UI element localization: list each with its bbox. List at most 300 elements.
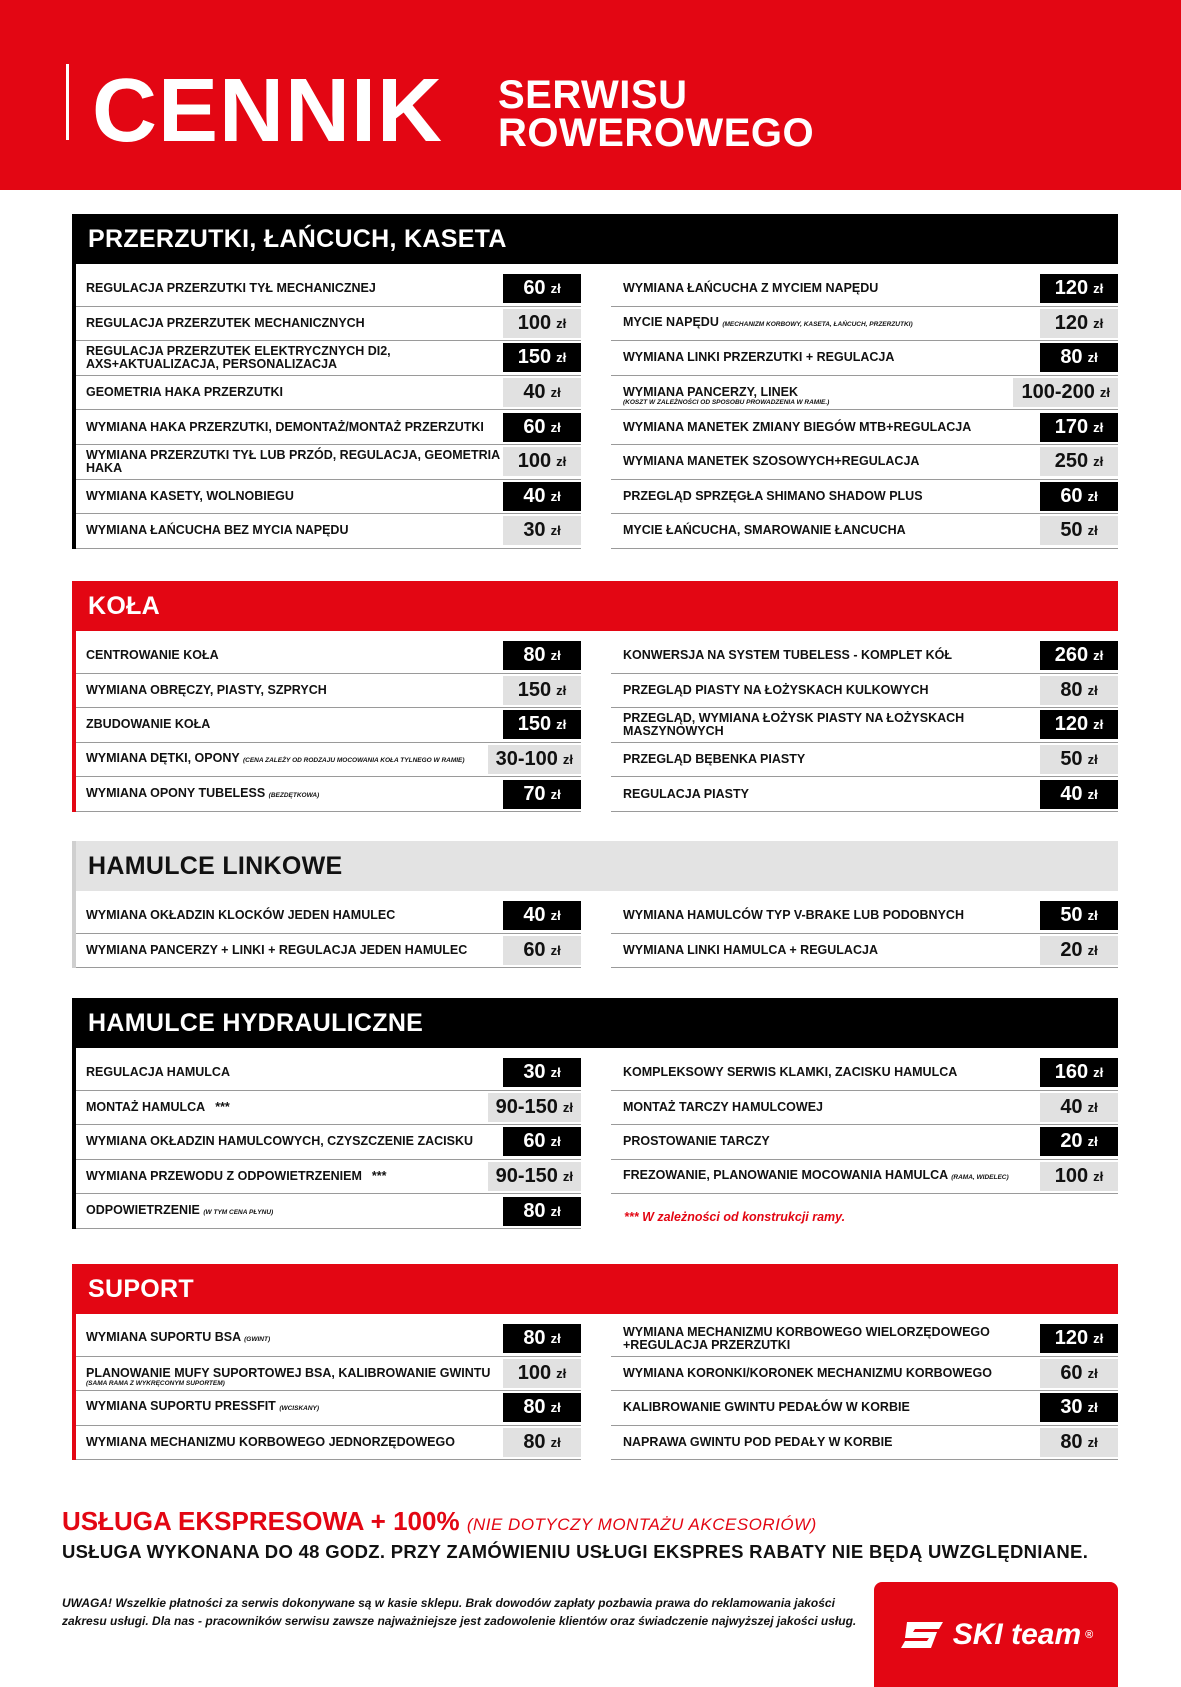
service-label xyxy=(611,316,1040,331)
price-tag xyxy=(1040,482,1118,511)
price-value: 80 xyxy=(1060,678,1083,701)
section-suport xyxy=(72,1264,1118,1454)
section-przerzutki xyxy=(72,214,1118,542)
price-row-wymiana-manetek-szosowych-regulacja xyxy=(611,445,1118,480)
price-currency: zł xyxy=(1087,682,1098,698)
price-currency: zł xyxy=(1087,752,1098,768)
price-currency: zł xyxy=(1087,908,1098,924)
service-label xyxy=(611,753,1040,766)
price-column-left xyxy=(74,1056,581,1229)
section-heading: KOŁA xyxy=(72,581,1118,631)
service-name: WYMIANA MECHANIZMU KORBOWEGO JEDNORZĘDOWEGO xyxy=(86,1435,455,1450)
service-name: NAPRAWA GWINTU POD PEDAŁY W KORBIE xyxy=(623,1435,893,1450)
service-name: WYMIANA MANETEK SZOSOWYCH+REGULACJA xyxy=(623,454,920,469)
header-banner xyxy=(0,0,1181,190)
price-tag xyxy=(1040,274,1118,303)
price-row-wymiana-pancerzy-linki-regulacja-jeden-h xyxy=(74,934,581,969)
service-detail: (BEZDĘTKOWA) xyxy=(268,791,320,799)
service-label xyxy=(74,524,503,537)
service-label xyxy=(74,944,503,957)
price-tag xyxy=(1040,309,1118,338)
price-row-regulacja-przerzutki-tyl-mechanicznej xyxy=(74,272,581,307)
price-row-wymiana-okladzin-hamulcowych-czyszczenie xyxy=(74,1125,581,1160)
section-columns xyxy=(72,639,1118,812)
service-detail: (CENA ZALEŻY OD RODZAJU MOCOWANIA KOŁA TYLNEGO W RAMIE) xyxy=(242,757,465,765)
service-label xyxy=(74,1066,503,1079)
section-columns xyxy=(72,272,1118,549)
price-value: 100 xyxy=(1054,1165,1089,1188)
price-tag xyxy=(1013,378,1118,407)
service-label xyxy=(611,282,1040,295)
service-name: WYMIANA KASETY, WOLNOBIEGU xyxy=(86,488,294,503)
service-label xyxy=(611,909,1040,922)
price-currency: zł xyxy=(562,1099,573,1115)
service-name: WYMIANA SUPORTU BSA xyxy=(86,1330,241,1345)
service-name: WYMIANA KORONKI/KORONEK MECHANIZMU KORBOWEGO xyxy=(623,1365,992,1380)
price-value: 90-150 xyxy=(495,1165,558,1188)
price-value: 250 xyxy=(1054,450,1089,473)
page-title: CENNIK xyxy=(92,61,444,161)
price-value: 170 xyxy=(1054,415,1089,438)
service-star: *** xyxy=(371,1169,387,1184)
price-column-right xyxy=(611,1322,1118,1460)
price-tag xyxy=(1040,710,1118,739)
service-note: (KOSZT W ZALEŻNOŚCI OD SPOSOBU PROWADZENIA W RAMIE.) xyxy=(623,399,830,407)
price-row-wymiana-przerzutki-tyl-lub-przod-regulac xyxy=(74,445,581,480)
price-tag xyxy=(488,1093,581,1122)
price-value: 120 xyxy=(1054,713,1089,736)
price-currency: zł xyxy=(1093,1331,1104,1347)
price-tag xyxy=(1040,1324,1118,1353)
price-value: 40 xyxy=(1060,1095,1083,1118)
express-subtitle: USŁUGA WYKONANA DO 48 GODZ. PRZY ZAMÓWIENIU USŁUGI EKSPRES RABATY NIE BĘDĄ UWZGLĘDNIANE. xyxy=(62,1541,1089,1562)
section-hamulce-linkowe xyxy=(72,841,1118,961)
price-currency: zł xyxy=(550,942,561,958)
price-row-planowanie-mufy-suportowej-bsa-kalibrowa xyxy=(74,1357,581,1392)
price-value: 100 xyxy=(517,1361,552,1384)
service-label xyxy=(611,455,1040,468)
service-label xyxy=(74,787,503,802)
price-row-wymiana-pancerzy-linek xyxy=(611,376,1118,411)
price-currency: zł xyxy=(1093,419,1104,435)
service-name: KALIBROWANIE GWINTU PEDAŁÓW W KORBIE xyxy=(623,1400,910,1415)
service-detail: (RAMA, WIDELEC) xyxy=(951,1174,1009,1182)
price-tag xyxy=(1040,1162,1118,1191)
price-value: 80 xyxy=(523,644,546,667)
service-label xyxy=(611,788,1040,801)
price-currency: zł xyxy=(550,786,561,802)
price-currency: zł xyxy=(1087,1134,1098,1150)
service-name: WYMIANA DĘTKI, OPONY xyxy=(86,751,240,766)
service-label xyxy=(611,1066,1040,1079)
price-row-przeglad-bebenka-piasty xyxy=(611,743,1118,778)
section-columns xyxy=(72,899,1118,968)
price-row-odpowietrzenie xyxy=(74,1194,581,1229)
section-accent-line xyxy=(72,214,76,549)
service-label xyxy=(74,1135,503,1148)
section-columns xyxy=(72,1056,1118,1229)
page-subtitle-line-1: SERWISU xyxy=(498,73,688,117)
price-tag xyxy=(503,901,581,930)
service-name: WYMIANA OPONY TUBELESS xyxy=(86,785,266,800)
price-row-frezowanie-planowanie-mocowania-hamulca xyxy=(611,1160,1118,1195)
price-column-right xyxy=(611,899,1118,968)
warning-body: Wszelkie płatności za serwis dokonywane są w kasie sklepu. Brak dowodów zapłaty pozbawia prawa do reklamowania jakości zakresu usługi. Dla nas - pracowników serwisu zawsze najważniejsze jest zadowolenie klientów oraz świadczenie najwyższej jakości usług. xyxy=(62,1596,857,1628)
price-value: 80 xyxy=(523,1327,546,1350)
price-row-wymiana-mechanizmu-korbowego-jednorzedow xyxy=(74,1426,581,1461)
price-value: 90-150 xyxy=(495,1095,558,1118)
price-currency: zł xyxy=(562,1169,573,1185)
service-name: MONTAŻ TARCZY HAMULCOWEJ xyxy=(623,1099,823,1114)
price-row-wymiana-linki-hamulca-regulacja xyxy=(611,934,1118,969)
price-row-wymiana-przewodu-z-odpowietrzeniem xyxy=(74,1160,581,1195)
price-column-right xyxy=(611,639,1118,812)
price-value: 100 xyxy=(517,450,552,473)
price-value: 80 xyxy=(1060,1431,1083,1454)
section-heading: HAMULCE LINKOWE xyxy=(72,841,1118,891)
service-label xyxy=(74,1331,503,1346)
price-row-wymiana-suportu-pressfit xyxy=(74,1391,581,1426)
service-label xyxy=(74,684,503,697)
price-tag xyxy=(503,1428,581,1457)
price-row-regulacja-hamulca xyxy=(74,1056,581,1091)
service-detail: (GWINT) xyxy=(244,1336,271,1344)
price-value: 260 xyxy=(1054,644,1089,667)
price-value: 30 xyxy=(1060,1396,1083,1419)
price-currency: zł xyxy=(550,488,561,504)
service-name: WYMIANA LINKI HAMULCA + REGULACJA xyxy=(623,942,878,957)
express-title xyxy=(62,1506,817,1537)
page-subtitle xyxy=(498,73,815,155)
price-tag xyxy=(503,936,581,965)
page-subtitle-line-2: ROWEROWEGO xyxy=(498,111,815,155)
service-label xyxy=(611,351,1040,364)
service-name: PROSTOWANIE TARCZY xyxy=(623,1134,770,1149)
service-name: WYMIANA PANCERZY, LINEK xyxy=(623,385,798,400)
price-tag xyxy=(503,1393,581,1422)
price-currency: zł xyxy=(1093,1065,1104,1081)
price-tag xyxy=(1040,447,1118,476)
price-currency: zł xyxy=(1087,786,1098,802)
price-value: 150 xyxy=(517,678,552,701)
price-value: 40 xyxy=(523,381,546,404)
section-accent-line xyxy=(72,581,76,812)
price-row-centrowanie-kola xyxy=(74,639,581,674)
price-value: 80 xyxy=(523,1199,546,1222)
price-row-wymiana-haka-przerzutki-demontaz-montaz- xyxy=(74,410,581,445)
service-label xyxy=(74,421,503,434)
price-tag xyxy=(503,780,581,809)
price-tag xyxy=(503,676,581,705)
price-currency: zł xyxy=(550,523,561,539)
service-name: KOMPLEKSOWY SERWIS KLAMKI, ZACISKU HAMULCA xyxy=(623,1065,958,1080)
price-tag xyxy=(1040,413,1118,442)
section-accent-line xyxy=(72,998,76,1229)
price-row-wymiana-obreczy-piasty-szprych xyxy=(74,674,581,709)
price-value: 120 xyxy=(1054,277,1089,300)
price-tag xyxy=(503,482,581,511)
price-tag xyxy=(503,378,581,407)
service-label xyxy=(611,524,1040,537)
price-currency: zł xyxy=(556,1365,567,1381)
price-currency: zł xyxy=(550,385,561,401)
price-row-wymiana-lancucha-bez-mycia-napedu xyxy=(74,514,581,549)
price-tag xyxy=(503,343,581,372)
service-label xyxy=(74,1170,488,1183)
price-currency: zł xyxy=(556,350,567,366)
warning-lead: UWAGA! xyxy=(62,1596,112,1610)
price-tag xyxy=(503,710,581,739)
header-divider xyxy=(66,64,69,140)
price-tag xyxy=(1040,641,1118,670)
price-row-wymiana-manetek-zmiany-biegow-mtb-regula xyxy=(611,410,1118,445)
price-row-konwersja-na-system-tubeless-komplet-kol xyxy=(611,639,1118,674)
price-tag xyxy=(1040,1093,1118,1122)
service-name: MONTAŻ HAMULCA xyxy=(86,1099,206,1114)
price-value: 40 xyxy=(1060,782,1083,805)
ski-team-logo xyxy=(874,1582,1118,1687)
price-column-right xyxy=(611,1056,1118,1194)
price-tag xyxy=(1040,343,1118,372)
price-tag xyxy=(503,641,581,670)
price-row-wymiana-mechanizmu-korbowego-wielorzedow xyxy=(611,1322,1118,1357)
price-value: 120 xyxy=(1054,311,1089,334)
price-value: 100 xyxy=(517,311,552,334)
service-label xyxy=(611,649,1040,662)
service-name: WYMIANA MECHANIZMU KORBOWEGO WIELORZĘDOWEGO +REGULACJA PRZERZUTKI xyxy=(623,1324,990,1352)
price-tag xyxy=(503,309,581,338)
service-name: CENTROWANIE KOŁA xyxy=(86,648,219,663)
price-tag xyxy=(1040,1393,1118,1422)
price-value: 50 xyxy=(1060,904,1083,927)
service-name: WYMIANA ŁAŃCUCHA Z MYCIEM NAPĘDU xyxy=(623,281,879,296)
service-label xyxy=(74,718,503,731)
service-name: WYMIANA SUPORTU PRESSFIT xyxy=(86,1399,276,1414)
ski-team-s-icon xyxy=(899,1620,945,1650)
price-tag xyxy=(503,413,581,442)
price-tag xyxy=(503,1197,581,1226)
service-label xyxy=(611,684,1040,697)
price-row-wymiana-suportu-bsa xyxy=(74,1322,581,1357)
service-label xyxy=(74,490,503,503)
service-label xyxy=(611,421,1040,434)
price-value: 60 xyxy=(523,277,546,300)
service-name: WYMIANA PANCERZY + LINKI + REGULACJA JEDEN HAMULEC xyxy=(86,942,468,957)
service-detail: (W TYM CENA PŁYNU) xyxy=(203,1208,274,1216)
price-row-mycie-lancucha-smarowanie-lancucha xyxy=(611,514,1118,549)
price-tag xyxy=(503,447,581,476)
service-name: MYCIE ŁAŃCUCHA, SMAROWANIE ŁANCUCHA xyxy=(623,523,906,538)
service-name: PRZEGLĄD PIASTY NA ŁOŻYSKACH KULKOWYCH xyxy=(623,682,929,697)
service-name: WYMIANA OKŁADZIN KLOCKÓW JEDEN HAMULEC xyxy=(86,908,396,923)
price-row-geometria-haka-przerzutki xyxy=(74,376,581,411)
price-row-przeglad-wymiana-lozysk-piasty-na-lozysk xyxy=(611,708,1118,743)
price-row-wymiana-detki-opony xyxy=(74,743,581,778)
price-currency: zł xyxy=(550,648,561,664)
price-tag xyxy=(1040,516,1118,545)
logo-registered: ® xyxy=(1085,1628,1094,1641)
price-column-left xyxy=(74,899,581,968)
price-column-left xyxy=(74,639,581,812)
price-tag xyxy=(1040,936,1118,965)
price-value: 20 xyxy=(1060,1130,1083,1153)
service-label xyxy=(611,1169,1040,1184)
price-currency: zł xyxy=(1093,281,1104,297)
price-currency: zł xyxy=(1087,350,1098,366)
service-name: FREZOWANIE, PLANOWANIE MOCOWANIA HAMULCA xyxy=(623,1168,948,1183)
service-name: MYCIE NAPĘDU xyxy=(623,314,719,329)
service-label xyxy=(611,1367,1040,1380)
service-label xyxy=(74,909,503,922)
section-kola xyxy=(72,581,1118,805)
price-currency: zł xyxy=(550,419,561,435)
price-value: 100-200 xyxy=(1021,381,1095,404)
price-currency: zł xyxy=(1093,1169,1104,1185)
price-row-zbudowanie-kola xyxy=(74,708,581,743)
service-label xyxy=(611,490,1040,503)
service-name: WYMIANA OKŁADZIN HAMULCOWYCH, CZYSZCZENIE ZACISKU xyxy=(86,1134,474,1149)
price-value: 60 xyxy=(523,1130,546,1153)
service-label xyxy=(74,317,503,330)
price-column-left xyxy=(74,1322,581,1460)
price-row-wymiana-okladzin-klockow-jeden-hamulec xyxy=(74,899,581,934)
price-row-naprawa-gwintu-pod-pedaly-w-korbie xyxy=(611,1426,1118,1461)
service-name: WYMIANA HAKA PRZERZUTKI, DEMONTAŻ/MONTAŻ PRZERZUTKI xyxy=(86,419,484,434)
price-tag xyxy=(1040,745,1118,774)
service-name: REGULACJA PRZERZUTKI TYŁ MECHANICZNEJ xyxy=(86,281,376,296)
price-value: 150 xyxy=(517,713,552,736)
express-title-note: (NIE DOTYCZY MONTAŻU AKCESORIÓW) xyxy=(466,1515,817,1534)
price-currency: zł xyxy=(1093,648,1104,664)
service-name: WYMIANA ŁAŃCUCHA BEZ MYCIA NAPĘDU xyxy=(86,523,349,538)
price-currency: zł xyxy=(556,454,567,470)
price-currency: zł xyxy=(550,908,561,924)
price-currency: zł xyxy=(1087,1435,1098,1451)
warning-text xyxy=(62,1594,862,1630)
price-column-right xyxy=(611,272,1118,549)
section-accent-line xyxy=(72,1264,76,1460)
price-value: 150 xyxy=(517,346,552,369)
price-value: 120 xyxy=(1054,1327,1089,1350)
price-tag xyxy=(503,516,581,545)
price-tag xyxy=(1040,676,1118,705)
service-label xyxy=(611,712,1040,738)
price-tag xyxy=(1040,780,1118,809)
service-name: PRZEGLĄD, WYMIANA ŁOŻYSK PIASTY NA ŁOŻYSKACH MASZYNOWYCH xyxy=(623,710,965,738)
price-currency: zł xyxy=(1093,717,1104,733)
price-tag xyxy=(1040,901,1118,930)
price-tag xyxy=(503,1359,581,1388)
price-row-regulacja-przerzutek-mechanicznych xyxy=(74,307,581,342)
price-tag xyxy=(1040,1359,1118,1388)
section-accent-line xyxy=(72,841,76,968)
price-value: 60 xyxy=(523,415,546,438)
price-currency: zł xyxy=(1093,454,1104,470)
price-currency: zł xyxy=(556,315,567,331)
price-currency: zł xyxy=(550,1435,561,1451)
section-columns xyxy=(72,1322,1118,1460)
price-tag xyxy=(488,745,581,774)
service-label xyxy=(74,1365,503,1387)
service-detail: (WCISKANY) xyxy=(279,1405,320,1413)
price-currency: zł xyxy=(1087,523,1098,539)
price-row-montaz-hamulca xyxy=(74,1091,581,1126)
price-row-regulacja-przerzutek-elektrycznych-di2-a xyxy=(74,341,581,376)
price-tag xyxy=(1040,1127,1118,1156)
service-label xyxy=(74,1101,488,1114)
service-label xyxy=(74,282,503,295)
service-name: REGULACJA HAMULCA xyxy=(86,1065,230,1080)
service-name: REGULACJA PRZERZUTEK ELEKTRYCZNYCH DI2, AXS+AKTUALIZACJA, PERSONALIZACJA xyxy=(86,343,391,371)
section-heading: PRZERZUTKI, ŁAŃCUCH, KASETA xyxy=(72,214,1118,264)
service-name: WYMIANA LINKI PRZERZUTKI + REGULACJA xyxy=(623,350,895,365)
price-row-wymiana-koronki-koronek-mechanizmu-korbo xyxy=(611,1357,1118,1392)
service-name: WYMIANA HAMULCÓW TYP V-BRAKE LUB PODOBNYCH xyxy=(623,908,964,923)
price-currency: zł xyxy=(562,752,573,768)
service-name: WYMIANA PRZEWODU Z ODPOWIETRZENIEM xyxy=(86,1169,362,1184)
price-currency: zł xyxy=(550,1203,561,1219)
section-heading: HAMULCE HYDRAULICZNE xyxy=(72,998,1118,1048)
service-label xyxy=(74,386,503,399)
service-label xyxy=(74,1204,503,1219)
price-currency: zł xyxy=(556,717,567,733)
service-name: PRZEGLĄD BĘBENKA PIASTY xyxy=(623,752,806,767)
service-name: REGULACJA PRZERZUTEK MECHANICZNYCH xyxy=(86,315,365,330)
price-value: 80 xyxy=(523,1396,546,1419)
price-value: 80 xyxy=(1060,346,1083,369)
price-currency: zł xyxy=(1087,1365,1098,1381)
price-tag xyxy=(1040,1428,1118,1457)
price-value: 50 xyxy=(1060,748,1083,771)
price-row-wymiana-linki-przerzutki-regulacja xyxy=(611,341,1118,376)
service-name: ZBUDOWANIE KOŁA xyxy=(86,717,211,732)
price-row-regulacja-piasty xyxy=(611,777,1118,812)
price-currency: zł xyxy=(550,1134,561,1150)
price-currency: zł xyxy=(550,281,561,297)
price-row-prostowanie-tarczy xyxy=(611,1125,1118,1160)
service-name: WYMIANA PRZERZUTKI TYŁ LUB PRZÓD, REGULACJA, GEOMETRIA HAKA xyxy=(86,447,500,475)
price-tag xyxy=(503,1058,581,1087)
service-name: PLANOWANIE MUFY SUPORTOWEJ BSA, KALIBROWANIE GWINTU xyxy=(86,1365,491,1380)
service-label xyxy=(611,944,1040,957)
price-row-wymiana-opony-tubeless xyxy=(74,777,581,812)
price-currency: zł xyxy=(550,1331,561,1347)
price-value: 20 xyxy=(1060,938,1083,961)
price-currency: zł xyxy=(1087,1099,1098,1115)
price-value: 30-100 xyxy=(495,748,558,771)
service-label xyxy=(611,1436,1040,1449)
express-title-text: USŁUGA EKSPRESOWA + 100% xyxy=(62,1506,460,1536)
price-row-przeglad-piasty-na-lozyskach-kulkowych xyxy=(611,674,1118,709)
price-currency: zł xyxy=(550,1400,561,1416)
service-name: WYMIANA OBRĘCZY, PIASTY, SZPRYCH xyxy=(86,682,327,697)
price-currency: zł xyxy=(1087,1400,1098,1416)
price-row-kalibrowanie-gwintu-pedalow-w-korbie xyxy=(611,1391,1118,1426)
price-tag xyxy=(1040,1058,1118,1087)
service-label xyxy=(74,752,488,767)
price-tag xyxy=(503,274,581,303)
service-name: WYMIANA MANETEK ZMIANY BIEGÓW MTB+REGULACJA xyxy=(623,419,972,434)
price-currency: zł xyxy=(1093,315,1104,331)
service-name: REGULACJA PIASTY xyxy=(623,786,749,801)
price-value: 60 xyxy=(1060,1361,1083,1384)
service-star: *** xyxy=(215,1099,230,1114)
price-tag xyxy=(503,1127,581,1156)
service-label xyxy=(74,649,503,662)
service-label xyxy=(74,1400,503,1415)
price-value: 50 xyxy=(1060,519,1083,542)
service-label xyxy=(611,1101,1040,1114)
